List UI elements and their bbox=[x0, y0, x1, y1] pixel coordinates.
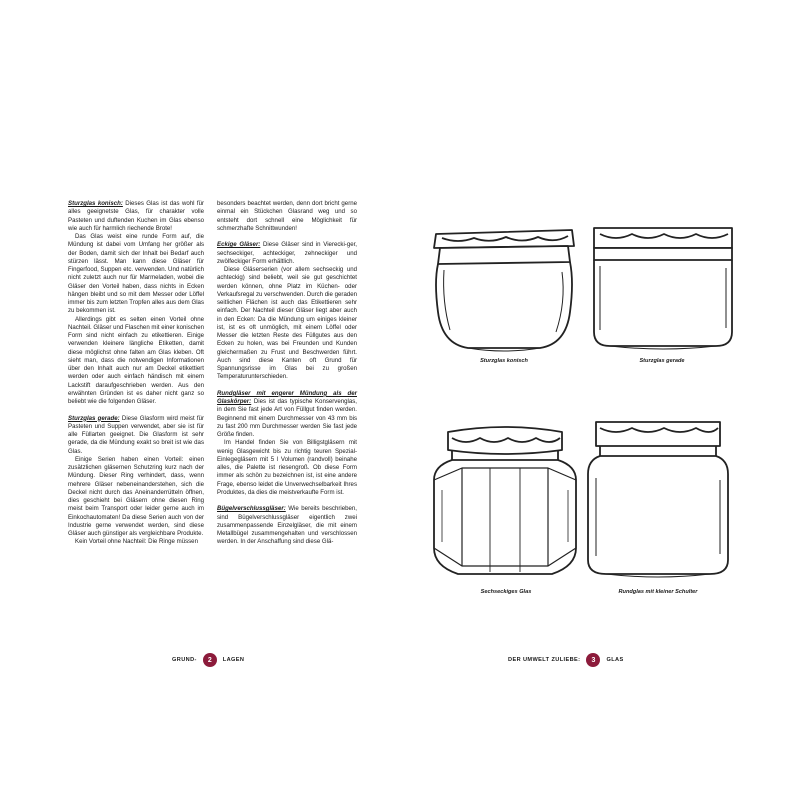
paragraph bbox=[68, 415, 204, 456]
paragraph bbox=[217, 439, 357, 497]
paragraph-text: Diese Gläser sind in Vierecki-ger, sechseckiger, achteckiger, zehneckiger und zwölfeckiger Form erhältlich. bbox=[217, 241, 358, 265]
caption-jar-4: Rundglas mit kleiner Schulter bbox=[618, 589, 698, 595]
paragraph bbox=[68, 316, 204, 407]
text-column-2 bbox=[217, 200, 357, 547]
straight-jar-icon bbox=[588, 222, 738, 354]
paragraph-text: Das Glas weist eine runde Form auf, die Mündung ist dabei vom Umfang her größer als der Boden, damit sich der Inhalt bei Bedarf auch stürzen lässt. Man kann diese Gläser für Fingerfood, Suppen etc. verwenden. Und natürlich nicht zuletzt auch nur für Marmeladen, wobei die Gläser den Vorteil haben, dass nichts in Ecken hängen bleibt und so mit dem Messer oder Löffel immer bis zum letzten Tropfen alles aus dem Glas zu bekommen ist. bbox=[68, 233, 204, 315]
paragraph-text: Einige Serien haben einen Vorteil: einen zusätzlichen gläsernen Schutzring kurz nach der Mündung. Dieser Ring verhindert, dass, wenn mehrere Gläser nebeneinanderstehen, sich die Deckel nicht durch das Aneinanderrütteln öffnen, dies geschieht bei Gläsern ohne diesen Ring meist beim Transport oder leider gerne auch im Einkochautomaten! Da diese Serien auch von der Industrie gerne verwendet werden, sind diese Gläser auch günstiger als vergleichbare Produkte. bbox=[68, 455, 204, 537]
paragraph-lead: Sturzglas gerade: bbox=[68, 414, 120, 422]
caption-jar-2: Sturzglas gerade bbox=[639, 358, 685, 364]
paragraph-lead: Sturzglas konisch: bbox=[68, 200, 123, 207]
footer-left-label-2: LAGEN bbox=[222, 657, 245, 663]
paragraph-text: Wie bereits beschrieben, sind Bügelverschlussgläser eigentlich zwei zusammenpassende Einzelgläser, die mit einem Metallbügel zusammengehalten und verschlossen werden. In der Anschaffung sind diese Glä- bbox=[217, 505, 357, 546]
paragraph-lead: Bügelverschlussgläser: bbox=[217, 505, 286, 513]
paragraph-text: Im Handel finden Sie von Billigstgläsern mit wenig Glasgewicht bis zu richtig teuren Spezial-Einlegegläsern mit 5 l Volumen (randvoll) beinahe alles, die Palette ist riesengroß. Ob diese Form immer als schön zu bezeichnen ist, ist eine andere Frage, ebenso leidet die Unverwechselbarkeit Ihres Produktes, da dies die meistverkaufte Form ist. bbox=[217, 439, 357, 496]
paragraph-lead: Rundgläser mit engerer Mündung als der Glaskörper: bbox=[217, 389, 357, 405]
paragraph bbox=[217, 241, 357, 266]
footer-right bbox=[508, 652, 624, 668]
text-column-1 bbox=[68, 200, 204, 547]
paragraph-text: Diese Glasform wird meist für Pasteten und Suppen verwendet, aber sie ist für alle Füllarten geeignet. Die Glasform ist sehr gerade, da die Mündung exakt so breit ist wie das Glas. bbox=[68, 414, 205, 455]
footer-right-label: DER UMWELT ZULIEBE: bbox=[508, 657, 581, 663]
hexagonal-jar-icon bbox=[430, 420, 580, 582]
paragraph bbox=[68, 538, 204, 546]
page-number-left: 2 bbox=[203, 653, 217, 667]
caption-jar-3: Sechseckiges Glas bbox=[480, 589, 532, 595]
paragraph bbox=[68, 233, 204, 316]
footer-left-label: GRUND- bbox=[172, 657, 197, 663]
paragraph-lead: Eckige Gläser: bbox=[217, 241, 261, 249]
page-number-right: 3 bbox=[586, 653, 600, 667]
paragraph-text: Allerdings gibt es selten einen Vorteil ohne Nachteil. Gläser und Flaschen mit einer konischen Form sind nicht einfach zu etikettieren. Einige verwenden kleinere längliche Etiketten, damit diese möglichst ohne falten am Glas kleben. Oft sieht man, dass die notwendigen Informationen über den Inhalt auch nur am Deckel etikettiert werden oder auch einfach händisch mit einem Lackstift daraufgeschrieben werden. Aus den erwähnten Gründen ist es daher nicht ganz so beliebt wie die folgenden Gläser. bbox=[68, 315, 204, 405]
caption-jar-1: Sturzglas konisch bbox=[480, 358, 528, 364]
paragraph bbox=[217, 200, 357, 233]
paragraph bbox=[217, 505, 357, 546]
footer-right-label-2: GLAS bbox=[606, 657, 624, 663]
paragraph-text: Kein Vorteil ohne Nachteil: Die Ringe müssen bbox=[75, 538, 198, 546]
paragraph bbox=[68, 200, 204, 233]
paragraph-text: besonders beachtet werden, denn dort bricht gerne einmal ein Stückchen Glasrand weg und so entsteht dort schnell eine Möglichkeit für schmerzhafte Schnittwunden! bbox=[217, 200, 357, 232]
paragraph bbox=[68, 456, 204, 539]
paragraph-text: Diese Gläserserien (vor allem sechseckig und achteckig) sind beliebt, weil sie gut geschichtet werden können, ohne Platz im Küchen- oder Verkaufsregal zu verschwenden. Durch die geraden seitlichen Flächen ist auch das Etikettieren sehr einfach. Der Nachteil dieser Gläser liegt aber auch in den Ecken: Da die Mündung um einiges kleiner ist, ist es oft unmöglich, mit einem Löffel oder Messer die letzten Reste des Füllgutes aus den Ecken zu holen, was bei Freunden und Kunden gleichermaßen zu Frust und Beschwerden führt. Auch sind diese Kanten oft Grund für Spannungsrisse im Glas bei zu großen Temperaturunterschieden. bbox=[217, 266, 357, 381]
round-shoulder-jar-icon bbox=[582, 416, 734, 582]
conical-jar-icon bbox=[428, 222, 580, 354]
paragraph bbox=[217, 266, 357, 382]
paragraph-text: Dies ist das typische Konservenglas, in dem Sie fast jede Art von Füllgut finden werden. Beginnend mit einem Durchmesser von 43 mm bis zu fast 200 mm Durchmesser werden Sie fast jede Größe finden. bbox=[217, 398, 357, 438]
footer-left bbox=[172, 652, 244, 668]
paragraph bbox=[217, 390, 357, 440]
paragraph-text: Dieses Glas ist das wohl für alles geeignetste Glas, für charakter volle Pasteten und duftenden Kuchen im Glas ebenso wie auch für harmlich riechende Brote! bbox=[68, 200, 204, 232]
